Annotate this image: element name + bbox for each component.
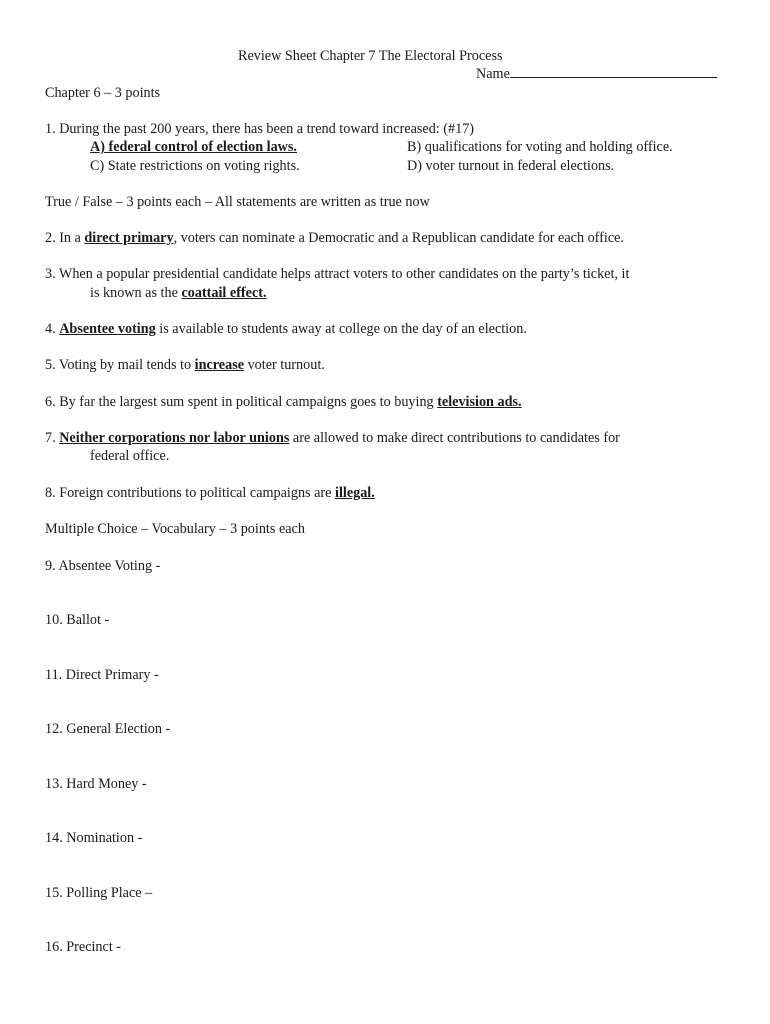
vocab-item: 16. Precinct -: [45, 939, 122, 955]
multiple-choice-header: Multiple Choice – Vocabulary – 3 points each: [45, 521, 305, 537]
question-2-key-term: direct primary: [84, 230, 174, 246]
question-5-text: 5. Voting by mail tends to: [45, 357, 195, 373]
vocab-item: 11. Direct Primary -: [45, 667, 159, 683]
question-7-line-1: [45, 429, 620, 448]
question-3-line-1: 3. When a popular presidential candidate helps attract voters to other candidates on the party’s ticket, it: [45, 266, 630, 282]
page-title: Review Sheet Chapter 7 The Electoral Process: [238, 48, 503, 64]
question-4-text: is available to students away at college on the day of an election.: [155, 321, 527, 337]
question-7-key-term: Neither corporations nor labor unions: [59, 430, 290, 446]
question-6: [45, 393, 522, 412]
question-8: [45, 484, 375, 503]
true-false-header: True / False – 3 points each – All statements are written as true now: [45, 194, 430, 210]
question-2-text: 2. In a: [45, 230, 85, 246]
vocab-item: 10. Ballot -: [45, 612, 110, 628]
question-3-text: is known as the: [90, 285, 182, 301]
name-field: [476, 65, 717, 84]
question-8-key-term: illegal.: [335, 485, 375, 501]
question-1-option-d: D) voter turnout in federal elections.: [407, 158, 615, 174]
vocab-item: 13. Hard Money -: [45, 776, 147, 792]
question-1-option-b: B) qualifications for voting and holding office.: [407, 139, 673, 155]
question-3-key-term: coattail effect.: [181, 285, 267, 301]
question-4-number: 4.: [45, 321, 60, 337]
name-label: Name: [476, 66, 510, 82]
question-1-stem: 1. During the past 200 years, there has been a trend toward increased: (#17): [45, 121, 475, 137]
question-1-option-c: C) State restrictions on voting rights.: [90, 158, 300, 174]
question-8-text: 8. Foreign contributions to political campaigns are: [45, 485, 335, 501]
question-7-text: are allowed to make direct contributions to candidates for: [289, 430, 620, 446]
question-4: [45, 320, 527, 339]
question-2-text-end: , voters can nominate a Democratic and a Republican candidate for each office.: [173, 230, 624, 246]
vocab-item: 12. General Election -: [45, 721, 171, 737]
question-2: [45, 229, 624, 248]
question-7-number: 7.: [45, 430, 60, 446]
chapter6-header: Chapter 6 – 3 points: [45, 85, 161, 101]
question-5-key-term: increase: [194, 357, 245, 373]
vocab-item: 14. Nomination -: [45, 830, 143, 846]
question-3-line-2: [90, 284, 267, 303]
question-5: [45, 356, 325, 375]
question-7-line-2: federal office.: [90, 448, 170, 464]
vocab-item: 15. Polling Place –: [45, 885, 153, 901]
question-4-key-term: Absentee voting: [59, 321, 156, 337]
vocab-item: 9. Absentee Voting -: [45, 558, 161, 574]
question-6-text: 6. By far the largest sum spent in political campaigns goes to buying: [45, 394, 438, 410]
name-blank-line: [510, 65, 717, 78]
question-6-key-term: television ads.: [437, 394, 522, 410]
question-1-option-a: A) federal control of election laws.: [90, 139, 297, 155]
question-5-text-end: voter turnout.: [244, 357, 325, 373]
